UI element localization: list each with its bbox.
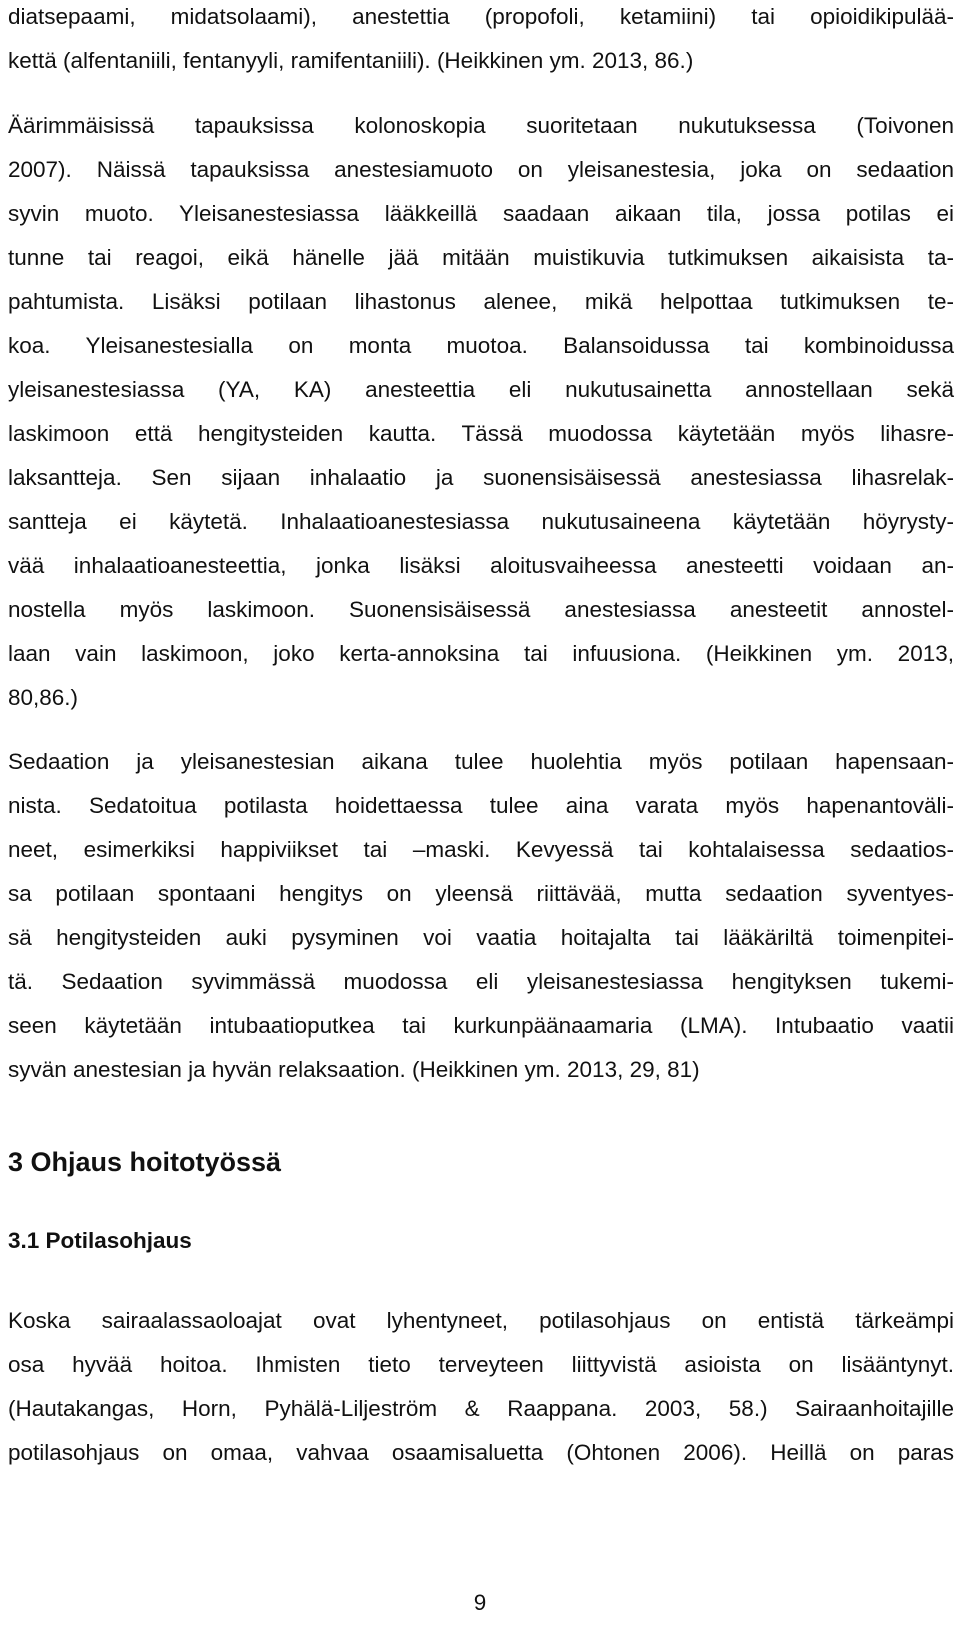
text-line: laskimoon että hengitysteiden kautta. Tässä muodossa käytetään myös lihasre- <box>8 421 954 446</box>
text-line: Äärimmäisissä tapauksissa kolonoskopia suoritetaan nukutuksessa (Toivonen <box>8 113 954 138</box>
text-line: yleisanestesiassa (YA, KA) anesteettia eli nukutusainetta annostellaan sekä <box>8 377 954 402</box>
text-line: pahtumista. Lisäksi potilaan lihastonus alenee, mikä helpottaa tutkimuksen te- <box>8 289 954 314</box>
section-heading: 3 Ohjaus hoitotyössä <box>8 1147 282 1177</box>
text-line: nista. Sedatoitua potilasta hoidettaessa tulee aina varata myös hapenantoväli- <box>8 793 954 818</box>
text-line: santteja ei käytetä. Inhalaatioanestesiassa nukutusaineena käytetään höyrysty- <box>8 509 954 534</box>
text-line: diatsepaami, midatsolaami), anestettia (propofoli, ketamiini) tai opioidikipulää- <box>8 4 954 29</box>
text-line: kettä (alfentaniili, fentanyyli, ramifentaniili). (Heikkinen ym. 2013, 86.) <box>8 48 694 73</box>
text-line: (Hautakangas, Horn, Pyhälä-Liljeström & Raappana. 2003, 58.) Sairaanhoitajille <box>8 1396 954 1421</box>
text-line: potilasohjaus on omaa, vahvaa osaamisaluetta (Ohtonen 2006). Heillä on paras <box>8 1440 954 1465</box>
text-line: seen käytetään intubaatioputkea tai kurkunpäänaamaria (LMA). Intubaatio vaatii <box>8 1013 954 1038</box>
text-line: koa. Yleisanestesialla on monta muotoa. Balansoidussa tai kombinoidussa <box>8 333 954 358</box>
text-line: 80,86.) <box>8 685 79 710</box>
text-line: laan vain laskimoon, joko kerta-annoksina tai infuusiona. (Heikkinen ym. 2013, <box>8 641 954 666</box>
text-line: sä hengitysteiden auki pysyminen voi vaatia hoitajalta tai lääkäriltä toimenpitei- <box>8 925 954 950</box>
text-line: syvän anestesian ja hyvän relaksaation. (Heikkinen ym. 2013, 29, 81) <box>8 1057 700 1082</box>
text-line: osa hyvää hoitoa. Ihmisten tieto terveyteen liittyvistä asioista on lisääntynyt. <box>8 1352 954 1377</box>
text-line: neet, esimerkiksi happiviikset tai –maski. Kevyessä tai kohtalaisessa sedaatios- <box>8 837 954 862</box>
subsection-heading: 3.1 Potilasohjaus <box>8 1228 192 1253</box>
text-line: sa potilaan spontaani hengitys on yleensä riittävää, mutta sedaation syventyes- <box>8 881 954 906</box>
text-line: Koska sairaalassaoloajat ovat lyhentyneet, potilasohjaus on entistä tärkeämpi <box>8 1308 954 1333</box>
text-line: nostella myös laskimoon. Suonensisäisessä anestesiassa anesteetit annostel- <box>8 597 954 622</box>
text-line: tä. Sedaation syvimmässä muodossa eli yleisanestesiassa hengityksen tukemi- <box>8 969 954 994</box>
text-line: vää inhalaatioanesteettia, jonka lisäksi aloitusvaiheessa anesteetti voidaan an- <box>8 553 954 578</box>
text-line: laksantteja. Sen sijaan inhalaatio ja suonensisäisessä anestesiassa lihasrelak- <box>8 465 954 490</box>
text-line: tunne tai reagoi, eikä hänelle jää mitään muistikuvia tutkimuksen aikaisista ta- <box>8 245 954 270</box>
text-line: Sedaation ja yleisanestesian aikana tulee huolehtia myös potilaan hapensaan- <box>8 749 954 774</box>
page-number: 9 <box>473 1590 487 1615</box>
text-line: 2007). Näissä tapauksissa anestesiamuoto on yleisanestesia, joka on sedaation <box>8 157 954 182</box>
text-line: syvin muoto. Yleisanestesiassa lääkkeillä saadaan aikaan tila, jossa potilas ei <box>8 201 954 226</box>
